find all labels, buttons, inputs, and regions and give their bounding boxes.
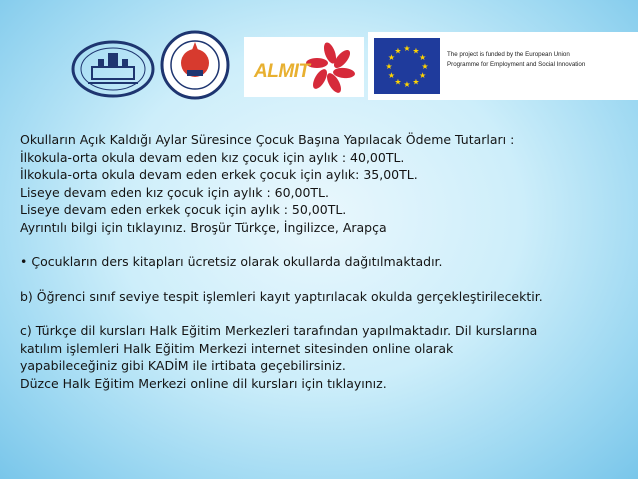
online-course-link[interactable]: Düzce Halk Eğitim Merkezi online dil kursları için tıklayınız. [20,375,387,391]
school-seal-logo [160,30,230,100]
item-c-line-2: katılım işlemleri Halk Eğitim Merkezi internet sitesinden online olarak [20,340,454,356]
eu-star-icon: ★ [403,80,411,89]
eu-star-icon: ★ [412,46,420,56]
eu-funding-text [447,50,638,70]
eu-text-line-1: The project is funded by the European Union [447,51,570,58]
payment-line-high-school-boy: Liseye devam eden erkek çocuk için aylık : 50,00TL. [20,202,347,217]
almit-wordmark: ALMIT [254,61,310,82]
payment-line-primary-boy: İlkokula-orta okula devam eden erkek çocuk için aylık: 35,00TL. [20,167,418,182]
logo-bar [70,25,586,100]
eu-star-icon: ★ [419,53,427,62]
eu-star-icon: ★ [387,53,395,62]
main-content [20,131,625,392]
eu-funding-logo [368,32,638,100]
eu-star-icon: ★ [412,77,420,87]
item-c-line-3: yapabileceğiniz gibi KADİM ile irtibata geçebilirsiniz. [20,358,346,373]
item-b-level-assessment: b) Öğrenci sınıf seviye tespit işlemleri kayıt yaptırılacak okulda gerçekleştirilecektir. [20,288,543,304]
eu-star-icon: ★ [419,71,427,80]
eu-star-icon: ★ [394,46,402,56]
payment-line-primary-girl: İlkokula-orta okula devam eden kız çocuk için aylık : 40,00TL. [20,149,405,165]
eu-text-line-2: Programme for Employment and Social Innovation [447,61,586,68]
meb-logo [70,39,156,99]
payments-heading: Okulların Açık Kaldığı Aylar Süresince Çocuk Başına Yapılacak Ödeme Tutarları : [20,132,515,147]
eu-star-icon: ★ [394,77,402,87]
almit-logo [244,37,364,97]
more-info-link[interactable]: Ayrıntılı bilgi için tıklayınız. Broşür Türkçe, İngilizce, Arapça [20,219,387,235]
bullet-textbooks: • Çocukların ders kitapları ücretsiz olarak okullarda dağıtılmaktadır. [20,254,443,269]
eu-star-icon: ★ [385,62,393,71]
eu-star-icon: ★ [421,62,429,71]
eu-star-icon: ★ [403,44,411,53]
eu-star-icon: ★ [387,71,395,80]
payment-line-high-school-girl: Liseye devam eden kız çocuk için aylık : 60,00TL. [20,184,329,200]
item-c-line-1: c) Türkçe dil kursları Halk Eğitim Merkezleri tarafından yapılmaktadır. Dil kurslarına [20,323,538,338]
eu-flag-icon [374,38,440,94]
